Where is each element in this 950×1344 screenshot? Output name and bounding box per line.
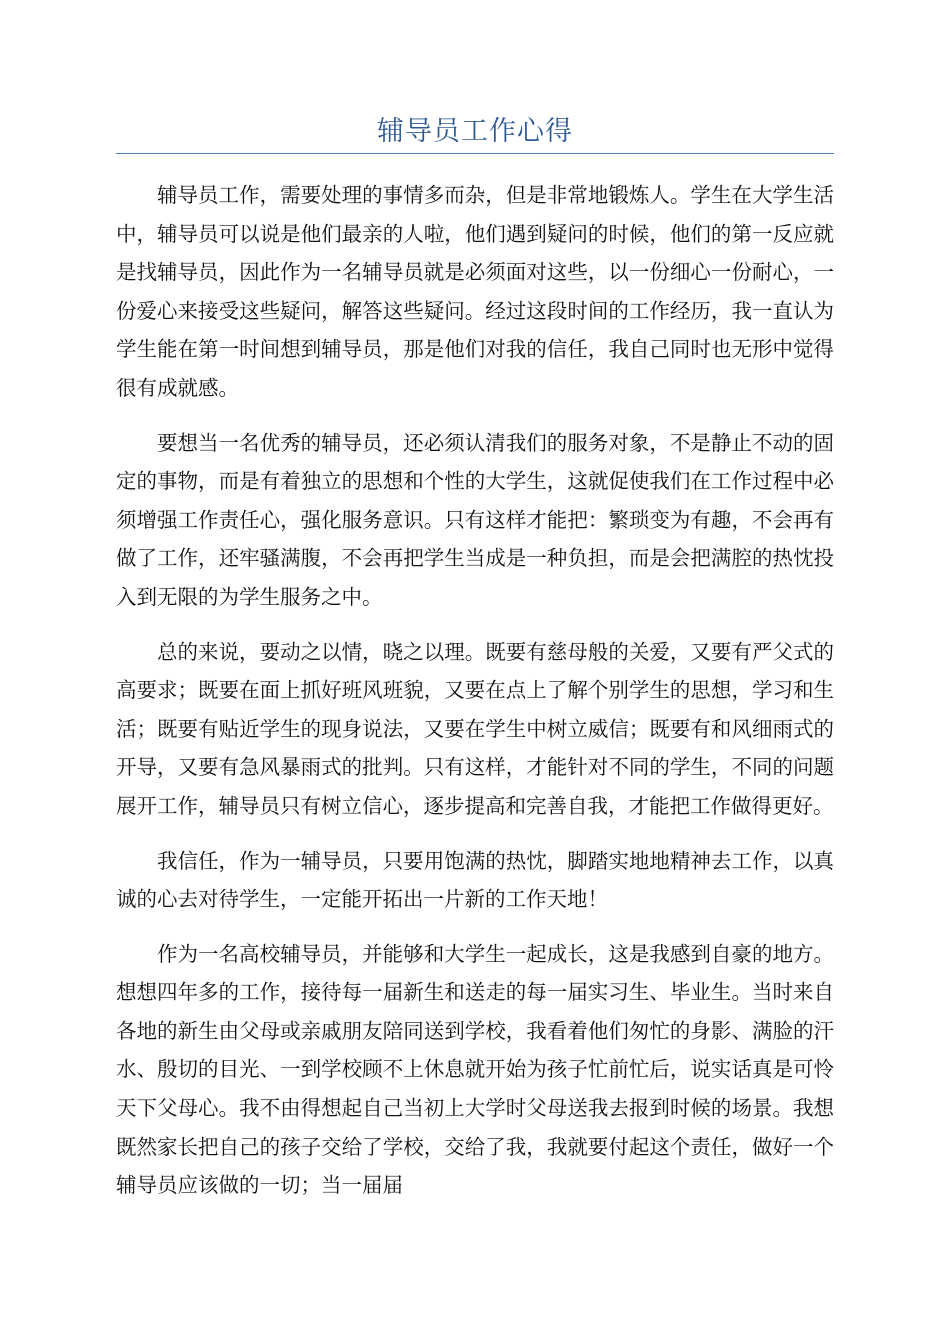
paragraph-3: 总的来说，要动之以情，晓之以理。既要有慈母般的关爱，又要有严父式的高要求；既要在面上抓好班风班貌，又要在点上了解个别学生的思想，学习和生活；既要有贴近学生的现身说法，又要在学生中树立威信；既要有和风细雨式的开导，又要有急风暴雨式的批判。只有这样，才能针对不同的学生，不同的问题展开工作，辅导员只有树立信心，逐步提高和完善自我，才能把工作做得更好。 xyxy=(116,639,834,818)
document-title: 辅导员工作心得 xyxy=(377,116,573,147)
paragraph-4: 我信任，作为一辅导员，只要用饱满的热忱，脚踏实地地精神去工作，以真诚的心去对待学生，一定能开拓出一片新的工作天地！ xyxy=(116,848,834,912)
document-body xyxy=(116,176,834,1221)
paragraph-1: 辅导员工作，需要处理的事情多而杂，但是非常地锻炼人。学生在大学生活中，辅导员可以说是他们最亲的人啦，他们遇到疑问的时候，他们的第一反应就是找辅导员，因此作为一名辅导员就是必须面对这些，以一份细心一份耐心，一份爱心来接受这些疑问，解答这些疑问。经过这段时间的工作经历，我一直认为学生能在第一时间想到辅导员，那是他们对我的信任，我自己同时也无形中觉得很有成就感。 xyxy=(116,183,834,400)
paragraph-5: 作为一名高校辅导员，并能够和大学生一起成长，这是我感到自豪的地方。想想四年多的工作，接待每一届新生和送走的每一届实习生、毕业生。当时来自各地的新生由父母或亲戚朋友陪同送到学校，我看着他们匆忙的身影、满脸的汗水、殷切的目光、一到学校顾不上休息就开始为孩子忙前忙后，说实话真是可怜天下父母心。我不由得想起自己当初上大学时父母送我去报到时候的场景。我想既然家长把自己的孩子交给了学校，交给了我，我就要付起这个责任，做好一个辅导员应该做的一切；当一届届 xyxy=(116,941,834,1198)
paragraph-2: 要想当一名优秀的辅导员，还必须认清我们的服务对象，不是静止不动的固定的事物，而是有着独立的思想和个性的大学生，这就促使我们在工作过程中必须增强工作责任心，强化服务意识。只有这样才能把：繁琐变为有趣，不会再有做了工作，还牢骚满腹，不会再把学生当成是一种负担，而是会把满腔的热忱投入到无限的为学生服务之中。 xyxy=(116,430,834,609)
title-underline xyxy=(116,153,834,154)
